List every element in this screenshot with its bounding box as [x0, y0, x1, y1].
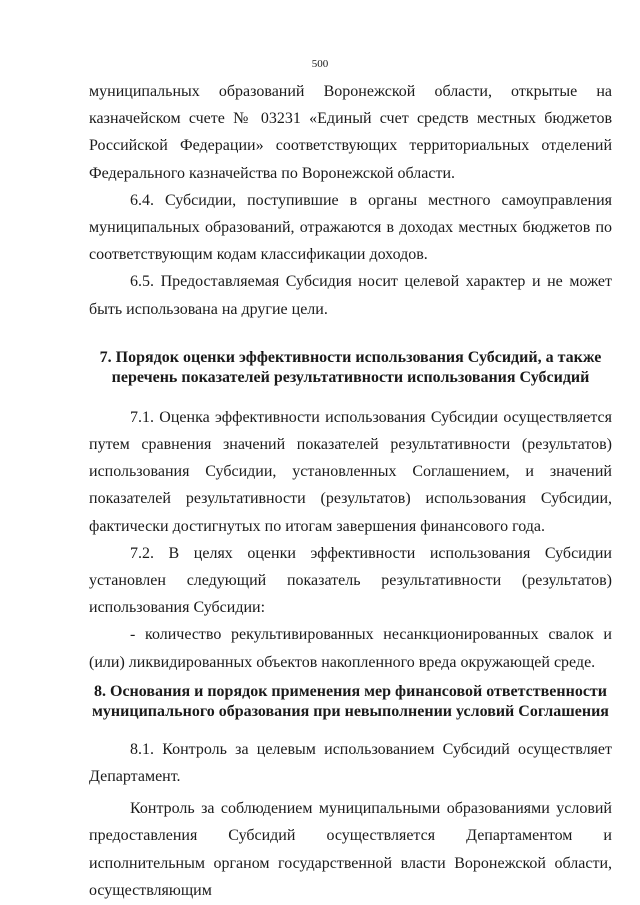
paragraph-7-1: 7.1. Оценка эффективности использования Субсидии осуществляется путем сравнения значений показателей результативности (результатов) использования Субсидии, установленных Соглашением, и значений показателей результативности (результатов) использования Субсидии, фактически достигнутых по итогам завершения финансового года. [89, 408, 612, 535]
document-body [89, 78, 612, 904]
section-7-heading: 7. Порядок оценки эффективности использования Субсидий, а также перечень показателей результативности использования Субсидий [99, 348, 602, 386]
paragraph-8-control: Контроль за соблюдением муниципальными образованиями условий предоставления Субсидий осуществляется Департаментом и исполнительным органом государственной власти Воронежской области, осуществляющим [89, 800, 612, 899]
page-number: 500 [311, 58, 329, 70]
paragraph-continuation: муниципальных образований Воронежской области, открытые на казначейском счете № 03231 «Единый счет средств местных бюджетов Российской Федерации» соответствующих территориальных отделений Федерального казначейства по Воронежской области. [89, 83, 612, 182]
paragraph-7-2-list-item: - количество рекультивированных несанкционированных свалок и (или) ликвидированных объектов накопленного вреда окружающей среде. [89, 626, 612, 671]
paragraph-6-4: 6.4. Субсидии, поступившие в органы местного самоуправления муниципальных образований, отражаются в доходах местных бюджетов по соответствующим кодам классификации доходов. [89, 191, 612, 264]
paragraph-7-2: 7.2. В целях оценки эффективности использования Субсидии установлен следующий показатель результативности (результатов) использования Субсидии: [89, 544, 612, 617]
paragraph-6-5: 6.5. Предоставляемая Субсидия носит целевой характер и не может быть использована на другие цели. [89, 273, 612, 318]
section-8-heading: 8. Основания и порядок применения мер финансовой ответственности муниципального образования при невыполнении условий Соглашения [92, 682, 609, 720]
paragraph-8-1: 8.1. Контроль за целевым использованием Субсидий осуществляет Департамент. [89, 740, 612, 786]
